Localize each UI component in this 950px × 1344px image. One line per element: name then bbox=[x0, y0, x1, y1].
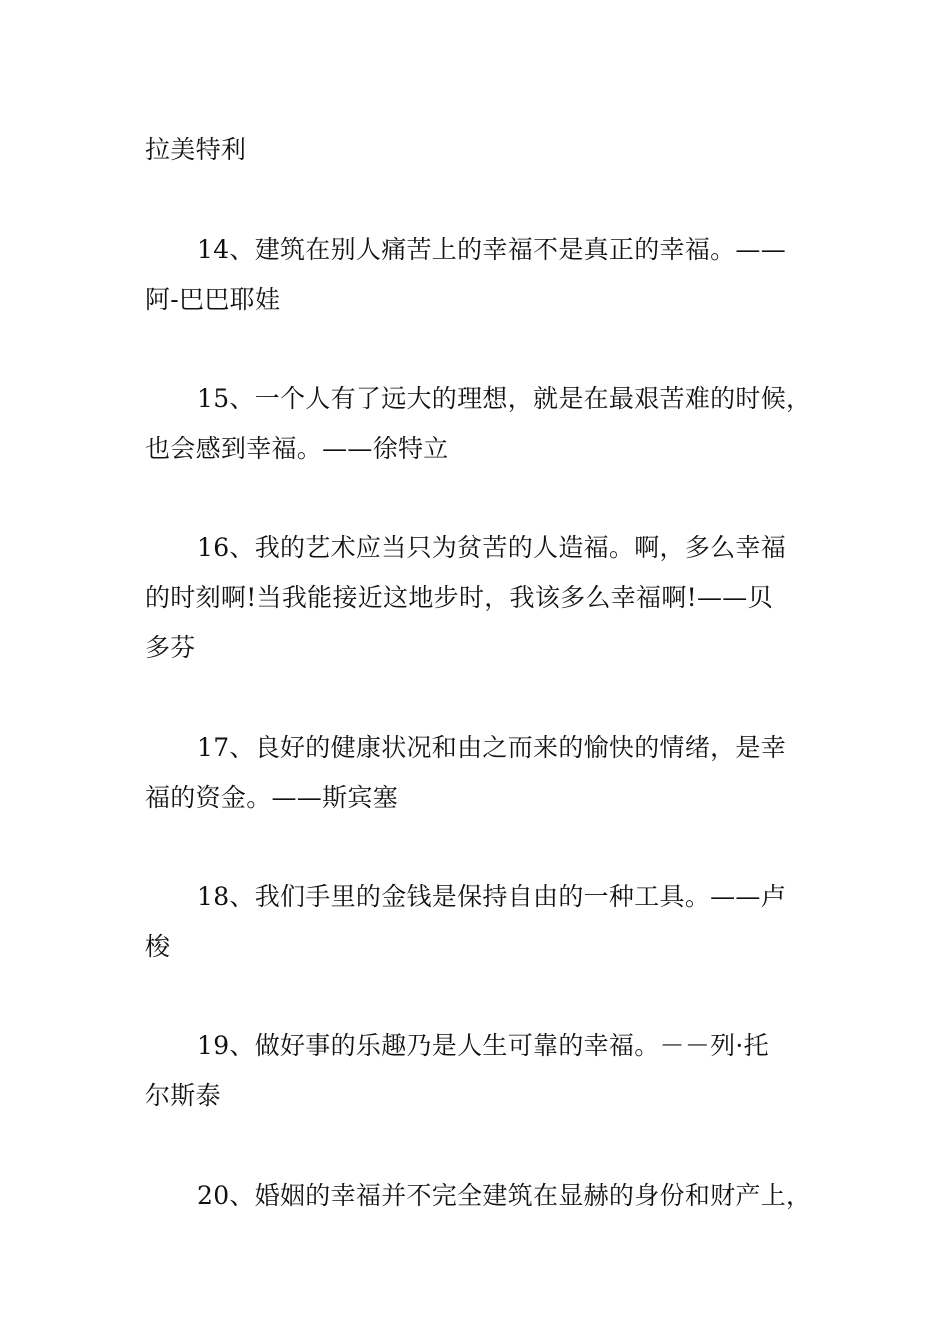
quote-20-line-1: 20、婚姻的幸福并不完全建筑在显赫的身份和财产上， bbox=[197, 1181, 812, 1210]
text-line: 拉美特利 bbox=[145, 135, 247, 164]
quote-18-line-1: 18、我们手里的金钱是保持自由的一种工具。——卢 bbox=[197, 882, 787, 911]
quote-14-line-1: 14、建筑在别人痛苦上的幸福不是真正的幸福。—— bbox=[197, 235, 787, 264]
quote-14-line-2: 阿-巴巴耶娃 bbox=[145, 285, 281, 314]
quote-17-line-2: 福的资金。——斯宾塞 bbox=[145, 783, 399, 812]
quote-17-line-1: 17、良好的健康状况和由之而来的愉快的情绪，是幸 bbox=[197, 733, 787, 762]
quote-18-line-2: 梭 bbox=[145, 932, 171, 961]
quote-16-line-1: 16、我的艺术应当只为贫苦的人造福。啊，多么幸福 bbox=[197, 533, 787, 562]
quote-15-line-1: 15、一个人有了远大的理想，就是在最艰苦难的时候， bbox=[197, 384, 812, 413]
quote-16-line-2: 的时刻啊!当我能接近这地步时，我该多么幸福啊!——贝 bbox=[145, 583, 773, 612]
quote-19-line-2: 尔斯泰 bbox=[145, 1081, 221, 1110]
quote-15-line-2: 也会感到幸福。——徐特立 bbox=[145, 434, 449, 463]
quote-16-line-3: 多芬 bbox=[145, 633, 196, 662]
quote-19-line-1: 19、做好事的乐趣乃是人生可靠的幸福。－－列·托 bbox=[197, 1031, 769, 1060]
